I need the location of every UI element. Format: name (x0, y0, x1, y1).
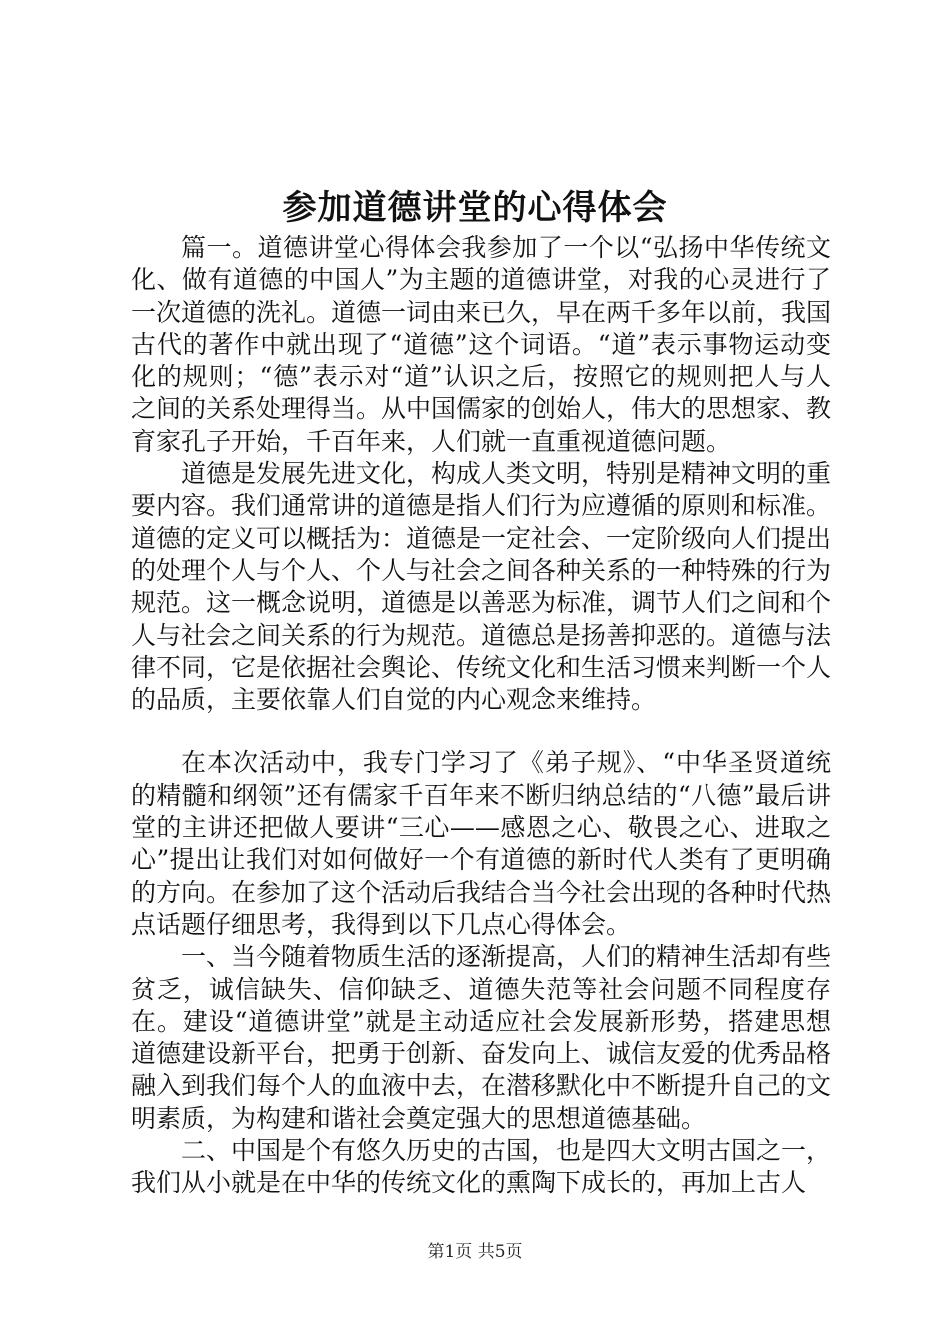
document-body (131, 232, 831, 1200)
paragraph-5: 二、中国是个有悠久历史的古国，也是四大文明古国之一，我们从小就是在中华的传统文化的熏陶下成长的，再加上古人 (131, 1136, 832, 1198)
paragraph-4: 一、当今随着物质生活的逐渐提高，人们的精神生活却有些贫乏，诚信缺失、信仰缺乏、道德失范等社会问题不同程度存在。建设“道德讲堂”就是主动适应社会发展新形势，搭建思想道德建设新平台，把勇于创新、奋发向上、诚信友爱的优秀品格融入到我们每个人的血液中去，在潜移默化中不断提升自己的文明素质，为构建和谐社会奠定强大的思想道德基础。 (131, 942, 832, 1133)
page-number-footer: 第1页 共5页 (427, 1242, 523, 1262)
paragraph-1: 篇一。道德讲堂心得体会我参加了一个以“弘扬中华传统文化、做有道德的中国人”为主题的道德讲堂，对我的心灵进行了一次道德的洗礼。道德一词由来已久，早在两千多年以前，我国古代的著作中就出现了“道德”这个词语。“道”表示事物运动变化的规则；“德”表示对“道”认识之后，按照它的规则把人与人之间的关系处理得当。从中国儒家的创始人，伟大的思想家、教育家孔子开始，千百年来，人们就一直重视道德问题。 (131, 233, 832, 456)
paragraph-3: 在本次活动中，我专门学习了《弟子规》、“中华圣贤道统的精髓和纲领”还有儒家千百年来不断归纳总结的“八德”最后讲堂的主讲还把做人要讲“三心——感恩之心、敬畏之心、进取之心”提出让我们对如何做好一个有道德的新时代人类有了更明确的方向。在参加了这个活动后我结合当今社会出现的各种时代热点话题仔细思考，我得到以下几点心得体会。 (131, 748, 832, 939)
document-title: 参加道德讲堂的心得体会 (282, 188, 668, 228)
paragraph-2: 道德是发展先进文化，构成人类文明，特别是精神文明的重要内容。我们通常讲的道德是指人们行为应遵循的原则和标准。道德的定义可以概括为：道德是一定社会、一定阶级向人们提出的处理个人与个人、个人与社会之间各种关系的一种特殊的行为规范。这一概念说明，道德是以善恶为标准，调节人们之间和个人与社会之间关系的行为规范。道德总是扬善抑恶的。道德与法律不同，它是依据社会舆论、传统文化和生活习惯来判断一个人的品质，主要依靠人们自觉的内心观念来维持。 (131, 459, 832, 715)
